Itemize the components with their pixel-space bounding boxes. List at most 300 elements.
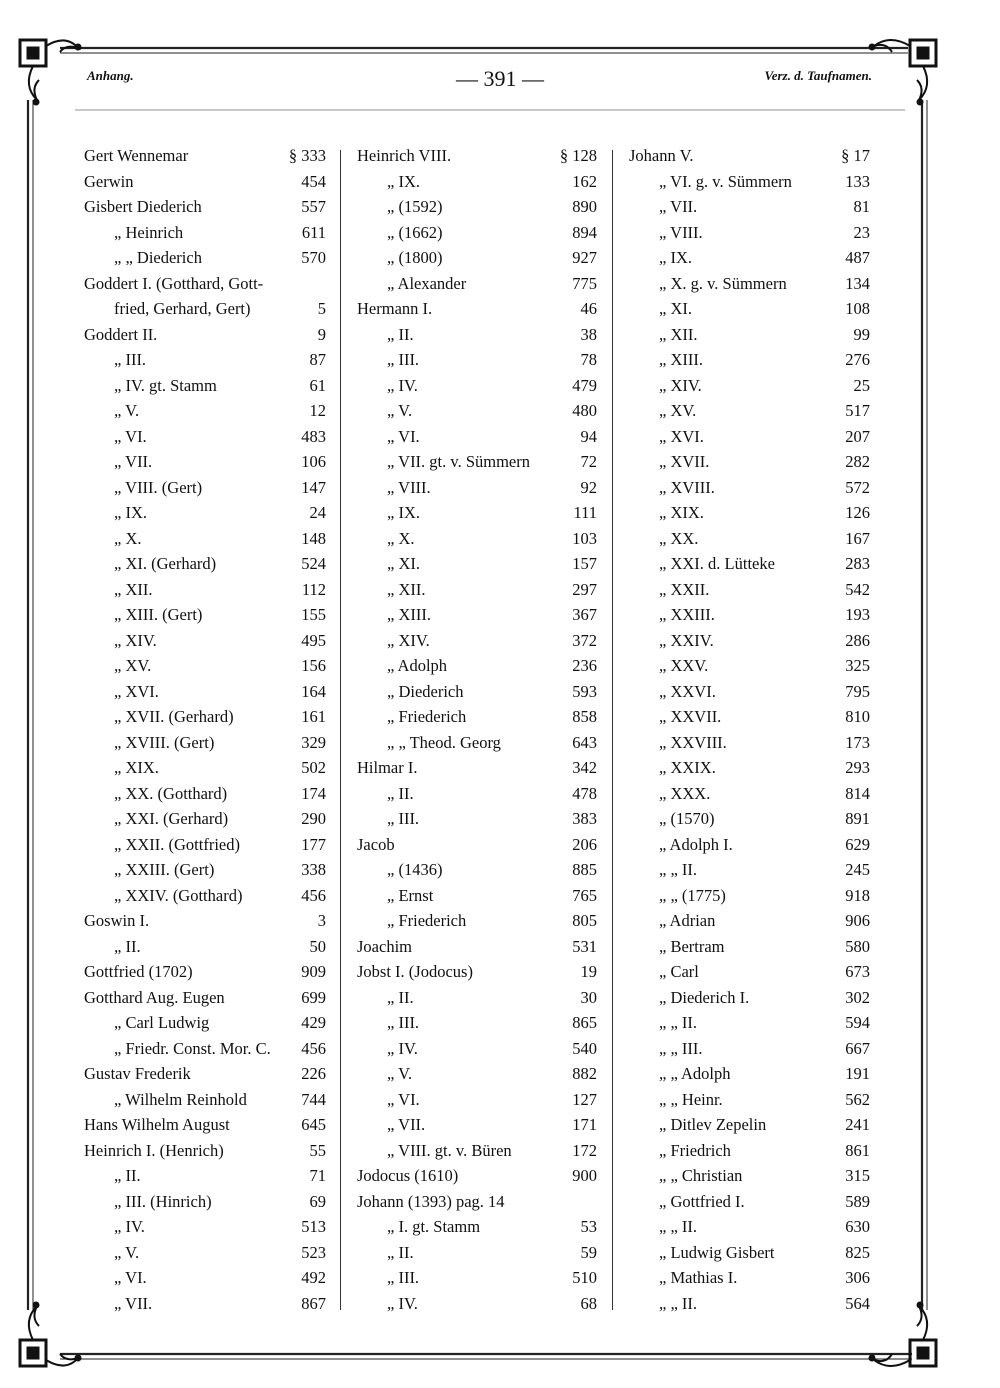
entry-name: „ IX. [387,171,420,191]
entry-name: „ XII. [659,324,698,344]
entry-section-number: 245 [845,860,870,879]
entry-name: Goddert I. (Gotthard, Gott- [84,273,264,293]
index-entry [357,1214,597,1240]
running-head-right: Verz. d. Taufnamen. [764,68,872,83]
index-entry [357,398,597,424]
entry-section-number: 12 [309,401,326,420]
index-entry [357,628,597,654]
index-entry [629,169,870,195]
entry-section-number: 25 [853,375,870,395]
index-entry [629,781,870,807]
entry-name: „ VII. [659,197,698,216]
entry-section-number: 517 [845,401,870,420]
entry-section-number: 134 [845,273,870,293]
entry-name: „ XXVII. [659,707,722,726]
entry-name: „ Ditlev Zepelin [659,1115,767,1134]
index-entry [357,296,597,322]
entry-section-number: 456 [301,1038,326,1058]
entry-name: „ XXI. d. Lütteke [659,554,775,573]
corner-ornament-bottom-left [20,1302,81,1366]
index-entry [84,1291,326,1317]
entry-section-number: 580 [845,936,870,956]
entry-section-number: 502 [301,758,326,777]
entry-name: „ XX. (Gotthard) [114,783,228,803]
entry-name: Gotthard Aug. Eugen [84,987,225,1007]
entry-section-number: 126 [845,503,870,522]
entry-section-number: 589 [845,1191,870,1211]
entry-name: Jobst I. (Jodocus) [357,962,473,981]
entry-section-number: 282 [845,452,870,471]
index-entry [84,424,326,450]
index-entry [629,679,870,705]
entry-name: „ VII. [387,1115,426,1134]
index-column-2 [357,143,597,1316]
entry-section-number: 164 [301,681,326,701]
entry-section-number: 383 [572,809,597,828]
index-entry [357,271,597,297]
entry-name: Hans Wilhelm August [84,1115,230,1134]
entry-name: „ IX. [114,503,147,522]
entry-section-number: 325 [845,656,870,675]
index-entry [357,883,597,909]
index-entry [84,1163,326,1189]
index-entry [629,245,870,271]
entry-name: „ Carl [659,962,699,981]
index-entry [629,1010,870,1036]
index-entry [84,1240,326,1266]
entry-name: „ III. [114,350,147,369]
entry-name: „ VI. [114,426,147,446]
entry-section-number: 562 [845,1089,870,1109]
entry-name: „ „ Christian [659,1166,743,1185]
entry-section-number: 53 [580,1217,597,1236]
entry-name: „ V. [387,1064,413,1083]
entry-section-number: 454 [301,171,326,191]
entry-name: „ VII. gt. v. Sümmern [387,452,530,471]
index-entry [357,373,597,399]
entry-section-number: 236 [572,656,597,675]
index-entry [84,245,326,271]
entry-section-number: 302 [845,987,870,1007]
entry-section-number: 207 [845,426,870,446]
index-entry [84,679,326,705]
entry-section-number: 155 [301,605,326,624]
index-entry [84,704,326,730]
entry-name: „ Mathias I. [659,1268,738,1287]
entry-name: „ IV. [387,1293,418,1313]
index-entry [84,322,326,348]
entry-section-number: 172 [572,1140,597,1160]
index-entry [629,653,870,679]
entry-name: „ Adrian [659,911,716,930]
entry-section-number: § 17 [841,146,870,165]
entry-section-number: 372 [572,630,597,650]
index-entry [84,781,326,807]
entry-name: „ VI. [387,426,420,446]
index-entry [629,551,870,577]
entry-name: „ Adolph I. [659,834,733,854]
index-entry [629,143,870,169]
entry-name: „ (1436) [387,860,443,879]
entry-section-number: 283 [845,554,870,573]
entry-name: „ Adolph [387,656,448,675]
index-entry [629,271,870,297]
entry-section-number: 492 [301,1268,326,1287]
entry-section-number: 81 [853,197,870,216]
entry-name: „ „ Diederich [114,248,202,267]
entry-name: „ „ II. [659,1013,698,1032]
index-entry [84,1189,326,1215]
entry-name: „ VII. [114,452,153,471]
entry-section-number: § 333 [288,146,326,165]
entry-name: „ XII. [387,579,426,599]
entry-section-number: 894 [572,222,597,242]
index-entry [84,857,326,883]
index-entry [84,628,326,654]
entry-section-number: 59 [580,1242,597,1262]
entry-section-number: 540 [572,1038,597,1058]
entry-section-number: 46 [580,299,597,318]
entry-name: Gert Wennemar [84,146,189,165]
entry-section-number: 297 [572,579,597,599]
entry-name: „ XXII. (Gottfried) [114,834,240,854]
index-entry [84,806,326,832]
entry-name: „ Carl Ludwig [114,1013,210,1032]
entry-name: „ XXIV. (Gotthard) [114,885,243,905]
index-entry [84,1265,326,1291]
entry-section-number: 643 [572,732,597,752]
entry-section-number: 594 [845,1013,870,1032]
entry-section-number: 173 [845,732,870,752]
entry-name: „ Bertram [659,936,725,956]
entry-section-number: 429 [301,1013,326,1032]
entry-name: „ XXIX. [659,758,716,777]
entry-name: Gustav Frederik [84,1064,191,1083]
index-entry [84,985,326,1011]
index-entry [629,628,870,654]
index-entry [84,577,326,603]
index-entry [629,500,870,526]
entry-section-number: 147 [301,477,326,497]
entry-name: „ XIII. [387,605,431,624]
index-entry [84,730,326,756]
entry-section-number: 167 [845,528,870,548]
entry-section-number: 55 [309,1140,326,1160]
index-entry [84,475,326,501]
entry-name: „ X. g. v. Sümmern [659,273,787,293]
entry-name: „ III. [387,1268,420,1287]
entry-name: Jodocus (1610) [357,1166,459,1185]
entry-section-number: 495 [301,630,326,650]
index-entry [629,526,870,552]
entry-name: „ IV. [387,1038,418,1058]
index-entry [629,1138,870,1164]
entry-section-number: 858 [572,707,597,726]
entry-name: „ X. [114,528,142,548]
index-entry [357,1265,597,1291]
entry-section-number: 286 [845,630,870,650]
entry-name: „ XIV. [387,630,430,650]
entry-section-number: § 128 [559,146,597,165]
entry-name: „ „ III. [659,1038,703,1058]
entry-section-number: 456 [301,885,326,905]
entry-name: „ XXII. [659,579,710,599]
entry-name: „ „ II. [659,860,698,879]
entry-section-number: 865 [572,1013,597,1032]
index-entry [357,832,597,858]
entry-section-number: 157 [572,554,597,573]
entry-section-number: 306 [845,1268,870,1287]
entry-section-number: 112 [301,579,326,599]
entry-section-number: 315 [845,1166,870,1185]
index-entry [84,169,326,195]
index-entry [84,551,326,577]
entry-name: Heinrich VIII. [357,146,452,165]
column-divider [340,150,341,1310]
entry-section-number: 133 [845,171,870,191]
index-entry [84,143,326,169]
entry-name: „ XII. [114,579,153,599]
entry-section-number: 593 [572,681,597,701]
entry-name: „ „ Heinr. [659,1089,723,1109]
entry-name: „ XV. [114,656,152,675]
index-entry [357,1240,597,1266]
index-entry [84,373,326,399]
index-entry [357,526,597,552]
entry-name: „ Ernst [387,885,434,905]
index-entry [357,245,597,271]
index-entry [357,194,597,220]
entry-name: „ IV. [387,375,418,395]
entry-name: Heinrich I. (Henrich) [84,1140,224,1160]
entry-section-number: 629 [845,834,870,854]
entry-name: „ V. [387,401,413,420]
index-entry [84,959,326,985]
index-entry [84,220,326,246]
index-entry [84,1138,326,1164]
index-entry [84,398,326,424]
entry-name: „ II. [114,1166,141,1185]
entry-section-number: 814 [845,783,870,803]
entry-name: „ VIII. gt. v. Büren [387,1140,512,1160]
index-entry [357,653,597,679]
entry-section-number: 290 [301,809,326,828]
entry-name: „ VI. [114,1268,147,1287]
entry-section-number: 5 [317,299,326,318]
entry-section-number: 23 [853,222,870,242]
index-entry [629,908,870,934]
entry-name: „ IX. [659,248,692,267]
index-entry [629,1163,870,1189]
index-entry [84,832,326,858]
index-entry [357,1061,597,1087]
entry-section-number: 99 [853,324,870,344]
index-entry [84,1010,326,1036]
index-entry [357,755,597,781]
entry-name: „ V. [114,401,140,420]
entry-section-number: 795 [845,681,870,701]
index-entry [357,704,597,730]
entry-section-number: 367 [572,605,597,624]
index-entry [84,271,326,297]
entry-name: „ VIII. [387,477,431,497]
entry-name: „ XXX. [659,783,711,803]
entry-name: „ IV. gt. Stamm [114,375,217,395]
entry-name: „ II. [387,1242,414,1262]
entry-section-number: 524 [301,554,326,573]
entry-section-number: 900 [572,1166,597,1185]
index-entry [84,755,326,781]
index-entry [629,424,870,450]
index-entry [629,934,870,960]
entry-name: „ XI. (Gerhard) [114,554,217,573]
entry-section-number: 106 [301,452,326,471]
index-entry [357,1189,597,1215]
entry-section-number: 765 [572,885,597,905]
index-entry [629,1291,870,1317]
entry-name: Jacob [357,834,395,854]
entry-section-number: 111 [573,503,597,522]
index-entry [84,653,326,679]
entry-name: „ Ludwig Gisbert [659,1242,775,1262]
entry-section-number: 148 [301,528,326,548]
entry-name: Gottfried (1702) [84,962,193,981]
entry-section-number: 480 [572,401,597,420]
index-entry [629,832,870,858]
entry-name: „ III. (Hinrich) [114,1191,212,1211]
entry-section-number: 867 [301,1293,326,1313]
index-entry [357,908,597,934]
entry-section-number: 570 [301,248,326,267]
entry-section-number: 293 [845,758,870,777]
entry-section-number: 329 [301,732,326,752]
entry-name: „ XXV. [659,656,709,675]
index-entry [84,1112,326,1138]
index-entry [357,577,597,603]
entry-section-number: 61 [309,375,326,395]
entry-name: Goddert II. [84,324,158,344]
entry-section-number: 906 [845,911,870,930]
entry-name: „ XXIII. [659,605,715,624]
entry-section-number: 510 [572,1268,597,1287]
entry-name: „ VII. [114,1293,153,1313]
entry-name: „ „ Theod. Georg [387,732,501,752]
index-entry [84,1087,326,1113]
entry-name: „ „ (1775) [659,885,726,905]
entry-section-number: 87 [309,350,326,369]
index-entry [84,908,326,934]
entry-section-number: 69 [309,1191,326,1211]
entry-section-number: 161 [301,707,326,726]
index-entry [84,449,326,475]
entry-section-number: 918 [845,885,870,905]
entry-section-number: 667 [845,1038,870,1058]
entry-name: „ „ Adolph [659,1064,731,1083]
index-entry [629,1087,870,1113]
index-entry [357,1087,597,1113]
entry-section-number: 24 [309,503,326,522]
entry-name: „ Diederich [387,681,464,701]
index-entry [629,959,870,985]
entry-name: „ XIII. (Gert) [114,605,203,624]
index-entry [84,1036,326,1062]
column-divider [612,150,613,1310]
entry-section-number: 673 [845,962,870,981]
entry-name: Johann V. [629,146,694,165]
entry-name: „ Wilhelm Reinhold [114,1089,247,1109]
entry-section-number: 50 [309,936,326,956]
index-entry [629,1112,870,1138]
entry-name: „ IV. [114,1217,145,1236]
entry-section-number: 645 [301,1115,326,1134]
entry-section-number: 885 [572,860,597,879]
index-entry [629,704,870,730]
running-head-left: Anhang. [87,68,134,83]
entry-name: „ VI. [387,1089,420,1109]
entry-name: „ (1592) [387,197,443,216]
entry-section-number: 775 [572,273,597,293]
index-entry [357,449,597,475]
entry-section-number: 338 [301,860,326,879]
index-entry [629,1214,870,1240]
entry-name: „ II. [387,987,414,1007]
index-entry [84,296,326,322]
entry-name: „ I. gt. Stamm [387,1217,481,1236]
entry-name: Joachim [357,936,412,956]
entry-section-number: 572 [845,477,870,497]
entry-section-number: 72 [580,452,597,471]
index-entry [629,194,870,220]
entry-section-number: 171 [572,1115,597,1134]
entry-section-number: 805 [572,911,597,930]
entry-section-number: 523 [301,1242,326,1262]
index-entry [357,959,597,985]
index-entry [357,985,597,1011]
entry-name: fried, Gerhard, Gert) [114,299,251,318]
entry-name: „ XXVIII. [659,732,727,752]
corner-ornament-bottom-right [869,1302,936,1366]
entry-name: „ Friedr. Const. Mor. C. [114,1038,271,1058]
entry-name: „ VI. g. v. Sümmern [659,171,792,191]
entry-section-number: 531 [572,936,597,956]
entry-section-number: 927 [572,248,597,267]
entry-name: „ Friedrich [659,1140,731,1160]
entry-section-number: 156 [301,656,326,675]
entry-name: „ XVIII. [659,477,715,497]
entry-name: „ II. [387,783,414,803]
index-entry [357,857,597,883]
entry-section-number: 630 [845,1217,870,1236]
index-entry [629,475,870,501]
index-entry [629,857,870,883]
entry-section-number: 825 [845,1242,870,1262]
index-entry [357,1163,597,1189]
index-entry [357,1112,597,1138]
index-entry [629,449,870,475]
entry-section-number: 19 [580,962,597,981]
index-entry [357,934,597,960]
entry-name: „ XVII. [659,452,710,471]
entry-name: Johann (1393) pag. 14 [357,1191,505,1211]
index-entry [357,500,597,526]
entry-name: „ IX. [387,503,420,522]
index-entry [629,806,870,832]
entry-section-number: 810 [845,707,870,726]
entry-section-number: 342 [572,758,597,777]
index-entry [357,220,597,246]
entry-name: „ XVI. [659,426,704,446]
entry-section-number: 699 [301,987,326,1007]
